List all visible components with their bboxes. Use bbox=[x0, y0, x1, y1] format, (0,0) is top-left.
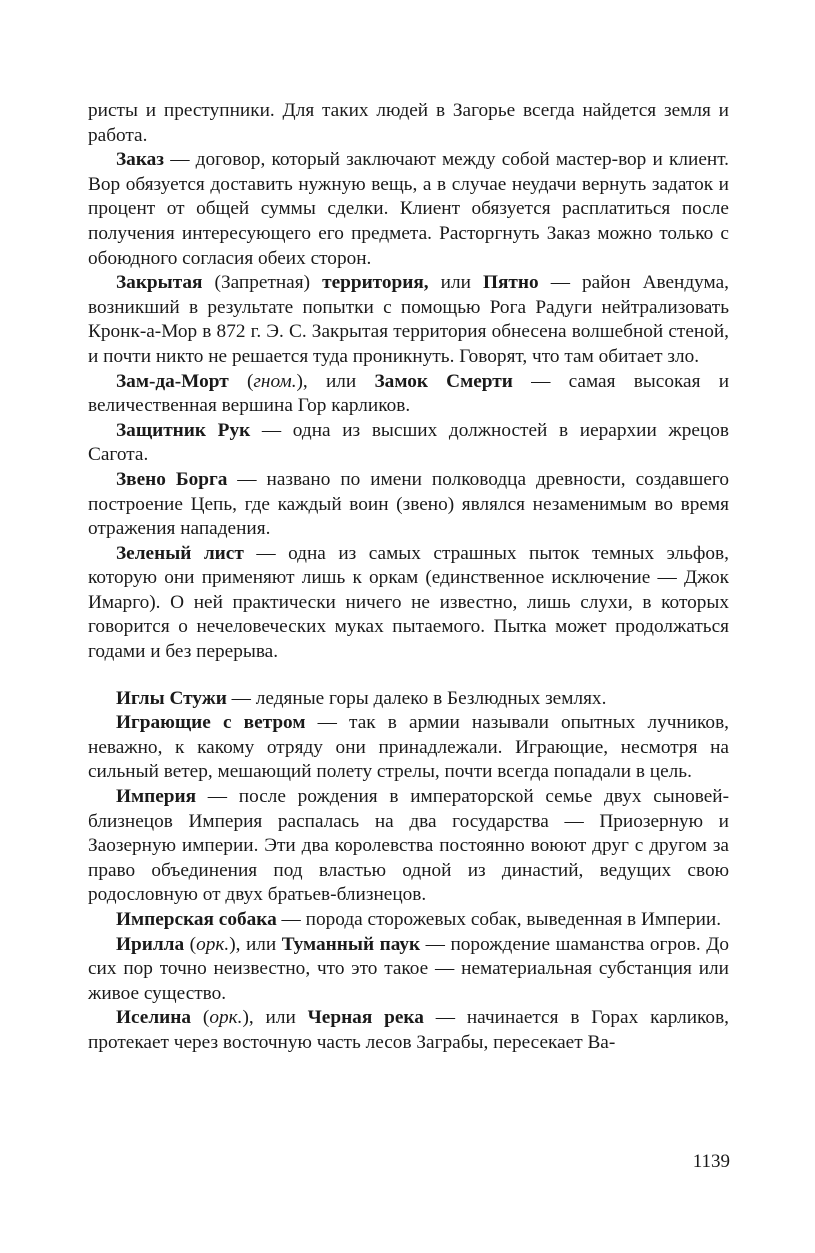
entry-term: Замок Смерти bbox=[374, 370, 513, 392]
entry-text: — договор, который заключают между собой мастер-вор и клиент. Вор обязуется доставить нужную вещь, а в случае неудачи вернуть задаток и процент от общей суммы сделки. Клиент обязуется расплатиться после получения интересующего его предмета. Расторгнуть Заказ можно только с обоюдного согласия обеих сторон. bbox=[88, 149, 729, 269]
entry-term: Иглы Стужи bbox=[116, 687, 227, 709]
entry-text: — одна из самых страшных пыток темных эльфов, которую они применяют лишь к оркам (единственное исключение — Джок Имарго). О ней практически ничего не известно, лишь слухи, в которых говорится о нечеловеческих муках пытаемого. Пытка может продолжаться годами и без перерыва. bbox=[88, 542, 729, 663]
entry-imperiya bbox=[88, 785, 729, 908]
entry-text: — начинается в Горах карликов, протекает через восточную часть лесов Заграбы, пересекает Ва- bbox=[88, 1007, 729, 1053]
entry-imperskaya-sobaka bbox=[88, 908, 729, 933]
entry-text: (Запретная) bbox=[202, 272, 323, 294]
entry-text: — порода сторожевых собак, выведенная в Империи. bbox=[276, 909, 722, 930]
page-number: 1139 bbox=[692, 1151, 730, 1172]
entry-term: Зам-да-Морт bbox=[116, 370, 229, 392]
entry-irilla bbox=[88, 933, 729, 1007]
entry-text: ( bbox=[184, 933, 197, 955]
entry-term: Черная река bbox=[307, 1007, 424, 1029]
entry-text: — названо по имени полководца древности, создавшего построение Цепь, где каждый воин (звено) являлся незаменимым во время отражения нападения. bbox=[88, 468, 729, 540]
entry-term: Закрытая bbox=[116, 272, 203, 294]
entry-text: или bbox=[428, 272, 483, 294]
entry-zashchitnik-ruk bbox=[88, 419, 729, 468]
entry-text: — порождение шаманства огров. До сих пор точно неизвестно, что это такое — нематериальная субстанция или живое существо. bbox=[88, 933, 729, 1004]
entry-text: ), или bbox=[242, 1007, 308, 1029]
entry-term: Защитник Рук bbox=[116, 419, 251, 441]
entry-term: Зеленый лист bbox=[116, 542, 244, 564]
entry-iselina bbox=[88, 1006, 729, 1055]
section-break bbox=[88, 665, 729, 687]
entry-term: Пятно bbox=[483, 272, 539, 294]
entry-text: — после рождения в императорской семье двух сыновей-близнецов Империя распалась на два государства — Приозерную и Заозерную империи. Эти два королевства постоянно воюют друг с другом за право объединения под властью одной из династий, ведущих свою родословную от двух братьев-близнецов. bbox=[88, 786, 729, 906]
entry-text: — так в армии называли опытных лучников, неважно, к какому отряду они принадлежали. Играющие, несмотря на сильный ветер, мешающий полету стрелы, почти всегда попадали в цель. bbox=[88, 712, 729, 783]
entry-term: Иселина bbox=[116, 1007, 192, 1029]
entry-text: — ледяные горы далеко в Безлюдных землях. bbox=[226, 687, 607, 709]
entry-igrayushchie-s-vetrom bbox=[88, 711, 729, 785]
language-tag: гном. bbox=[253, 370, 297, 392]
entry-zveno-borga bbox=[88, 468, 729, 542]
entry-igly-stuzhi bbox=[88, 687, 729, 712]
entry-term: Ирилла bbox=[116, 933, 185, 955]
entry-term: Империя bbox=[116, 786, 197, 808]
entry-text: ристы и преступники. Для таких людей в Загорье всегда найдется земля и работа. bbox=[88, 100, 729, 146]
entry-zam-da-mort bbox=[88, 370, 729, 419]
entry-zakrytaya-territoriya bbox=[88, 271, 729, 369]
entry-zelenyi-list bbox=[88, 542, 729, 665]
entry-text: ( bbox=[191, 1007, 210, 1029]
entry-text: — район Авендума, возникший в результате попытки с помощью Рога Радуги нейтрализовать Кронк-а-Мор в 872 г. Э. С. Закрытая территория обнесена волшебной стеной, и почти никто не решается туда проникнуть. Говорят, что там обитает зло. bbox=[88, 272, 730, 367]
entry-term: Играющие с ветром bbox=[116, 712, 306, 734]
page-body bbox=[88, 99, 729, 1056]
entry-text: ( bbox=[228, 370, 254, 392]
entry-term: территория, bbox=[322, 272, 429, 294]
entry-text: — самая высокая и величественная вершина Гор карликов. bbox=[88, 370, 730, 417]
entry-term: Звено Борга bbox=[116, 468, 228, 490]
entry-term: Заказ bbox=[116, 149, 165, 171]
entry-text: ), или bbox=[296, 370, 375, 392]
entry-term: Имперская собака bbox=[116, 909, 277, 930]
language-tag: орк. bbox=[209, 1007, 243, 1029]
entry-zakaz bbox=[88, 148, 729, 271]
entry-term: Туманный паук bbox=[281, 933, 421, 955]
language-tag: орк. bbox=[196, 933, 230, 955]
entry-text: ), или bbox=[229, 933, 282, 955]
entry-continuation bbox=[88, 99, 729, 148]
entry-text: — одна из высших должностей в иерархии жрецов Сагота. bbox=[88, 419, 730, 466]
